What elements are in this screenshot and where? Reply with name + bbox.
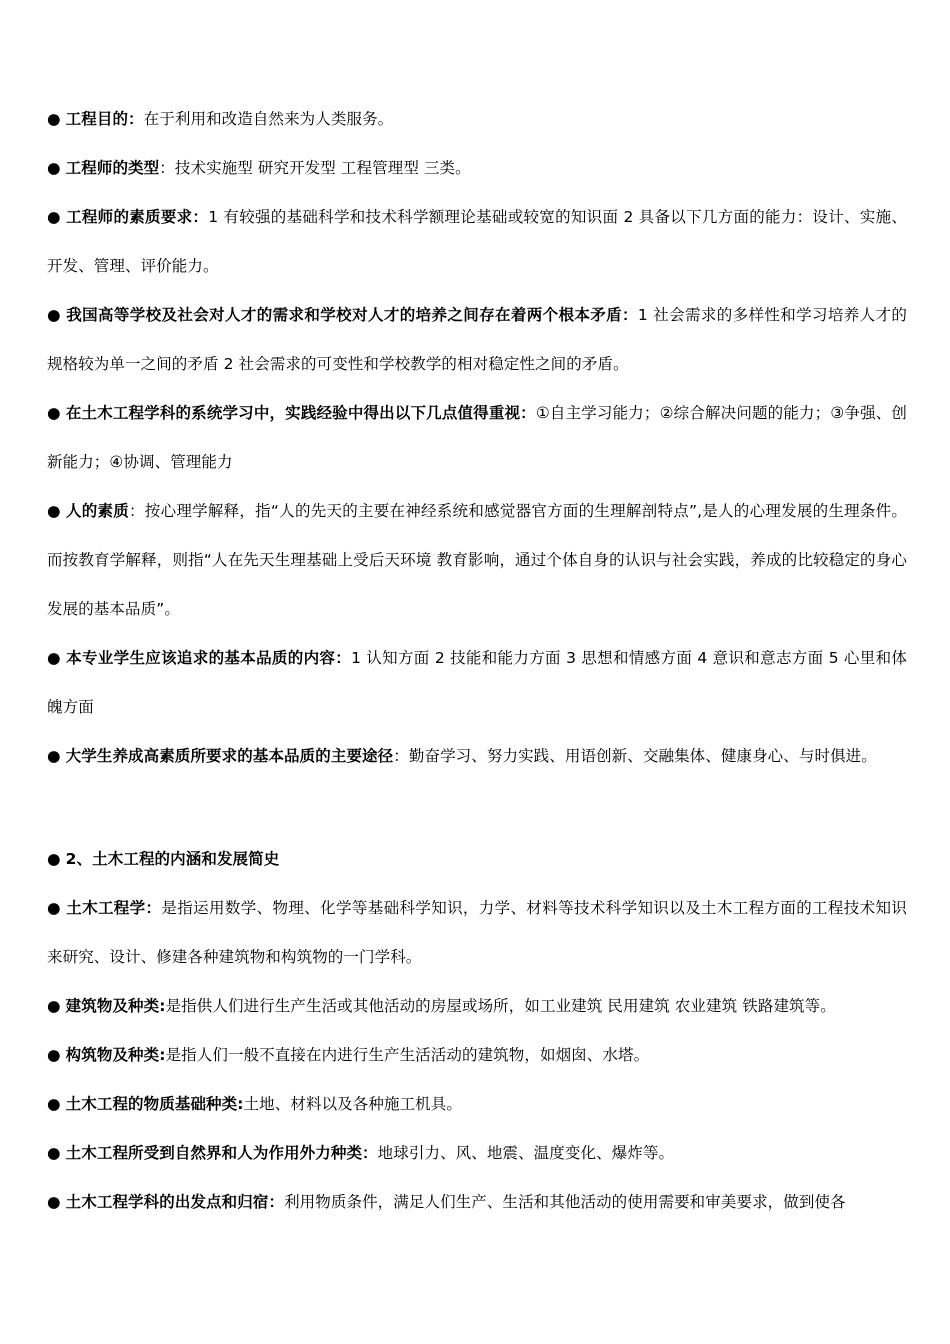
list-item (47, 884, 907, 982)
list-item (47, 634, 907, 732)
item-text: 是指运用数学、物理、化学等基础科学知识，力学、材料等技术科学知识以及土木工程方面的工程技术知识来研究、设计、修建各种建筑物和构筑物的一门学科。 (47, 899, 908, 966)
bullet-icon: ● (47, 747, 61, 765)
item-text: 利用物质条件，满足人们生产、生活和其他活动的使用需要和审美要求，做到使各 (284, 1193, 846, 1211)
bullet-icon: ● (47, 306, 61, 324)
bullet-icon: ● (47, 110, 61, 128)
item-term: 土木工程学科的出发点和归宿： (65, 1193, 285, 1211)
item-term: 在土木工程学科的系统学习中，实践经验中得出以下几点值得重视： (65, 404, 536, 422)
list-item (47, 1178, 907, 1227)
item-term: 大学生养成高素质所要求的基本品质的主要途径 (65, 747, 394, 765)
item-text: ：技术实施型 研究开发型 工程管理型 三类。 (159, 159, 471, 177)
item-text: 土地、材料以及各种施工机具。 (243, 1095, 462, 1113)
list-item (47, 982, 907, 1031)
item-text: 1 社会需求的多样性和学习培养人才的规格较为单一之间的矛盾 2 社会需求的可变性和学校教学的相对稳定性之间的矛盾。 (47, 306, 907, 373)
item-term: 工程师的类型 (65, 159, 160, 177)
item-term: 土木工程学： (66, 899, 162, 917)
item-term: 土木工程所受到自然界和人为作用外力种类： (65, 1144, 378, 1162)
document-page (47, 95, 907, 1227)
item-text: 是指供人们进行生产生活或其他活动的房屋或场所，如工业建筑 民用建筑 农业建筑 铁路建筑等。 (165, 997, 836, 1015)
list-item (47, 389, 907, 487)
bullet-icon: ● (47, 208, 61, 226)
item-term: 我国高等学校及社会对人才的需求和学校对人才的培养之间存在着两个根本矛盾： (66, 306, 638, 324)
item-text: 地球引力、风、地震、温度变化、爆炸等。 (377, 1144, 675, 1162)
item-term: 构筑物及种类: (65, 1046, 166, 1064)
item-text: ①自主学习能力；②综合解决问题的能力；③争强、创新能力；④协调、管理能力 (47, 404, 908, 471)
item-text: 是指人们一般不直接在内进行生产生活活动的建筑物，如烟囱、水塔。 (165, 1046, 650, 1064)
item-term: 工程目的： (65, 110, 144, 128)
item-term: 人的素质 (66, 502, 130, 520)
item-text: 1 有较强的基础科学和技术科学额理论基础或较宽的知识面 2 具备以下几方面的能力：设计、实施、开发、管理、评价能力。 (47, 208, 908, 275)
bullet-icon: ● (47, 1193, 61, 1211)
bullet-icon: ● (47, 502, 61, 520)
bullet-icon: ● (47, 159, 61, 177)
bullet-icon: ● (47, 997, 61, 1015)
list-item (47, 487, 907, 634)
item-text: ：按心理学解释，指“人的先天的主要在神经系统和感觉器官方面的生理解剖特点”,是人的心理发展的生理条件。而按教育学解释，则指“人在先天生理基础上受后天环境 教育影响，通过个体自身的认识与社会实践，养成的比较稳定的身心发展的基本品质”。 (47, 502, 908, 618)
list-item (47, 732, 907, 781)
section-heading-text: 2、土木工程的内涵和发展简史 (65, 850, 280, 868)
list-item (47, 193, 907, 291)
bullet-icon: ● (47, 850, 61, 868)
item-term: 本专业学生应该追求的基本品质的内容： (66, 649, 352, 667)
bullet-icon: ● (47, 1095, 61, 1113)
item-text: ：勤奋学习、努力实践、用语创新、交融集体、健康身心、与时俱进。 (393, 747, 877, 765)
bullet-icon: ● (47, 1144, 61, 1162)
list-item (47, 1031, 907, 1080)
bullet-icon: ● (47, 1046, 61, 1064)
item-term: 建筑物及种类: (65, 997, 166, 1015)
bullet-icon: ● (47, 404, 61, 422)
section-spacer (47, 781, 907, 835)
section-heading (47, 835, 907, 884)
item-term: 工程师的素质要求： (66, 208, 209, 226)
item-term: 土木工程的物质基础种类: (65, 1095, 244, 1113)
item-text: 1 认知方面 2 技能和能力方面 3 思想和情感方面 4 意识和意志方面 5 心里和体魄方面 (47, 649, 908, 716)
list-item (47, 1080, 907, 1129)
bullet-icon: ● (47, 649, 61, 667)
list-item (47, 95, 907, 144)
item-text: 在于利用和改造自然来为人类服务。 (143, 110, 394, 128)
bullet-icon: ● (47, 899, 61, 917)
list-item (47, 291, 907, 389)
list-item (47, 1129, 907, 1178)
list-item (47, 144, 907, 193)
